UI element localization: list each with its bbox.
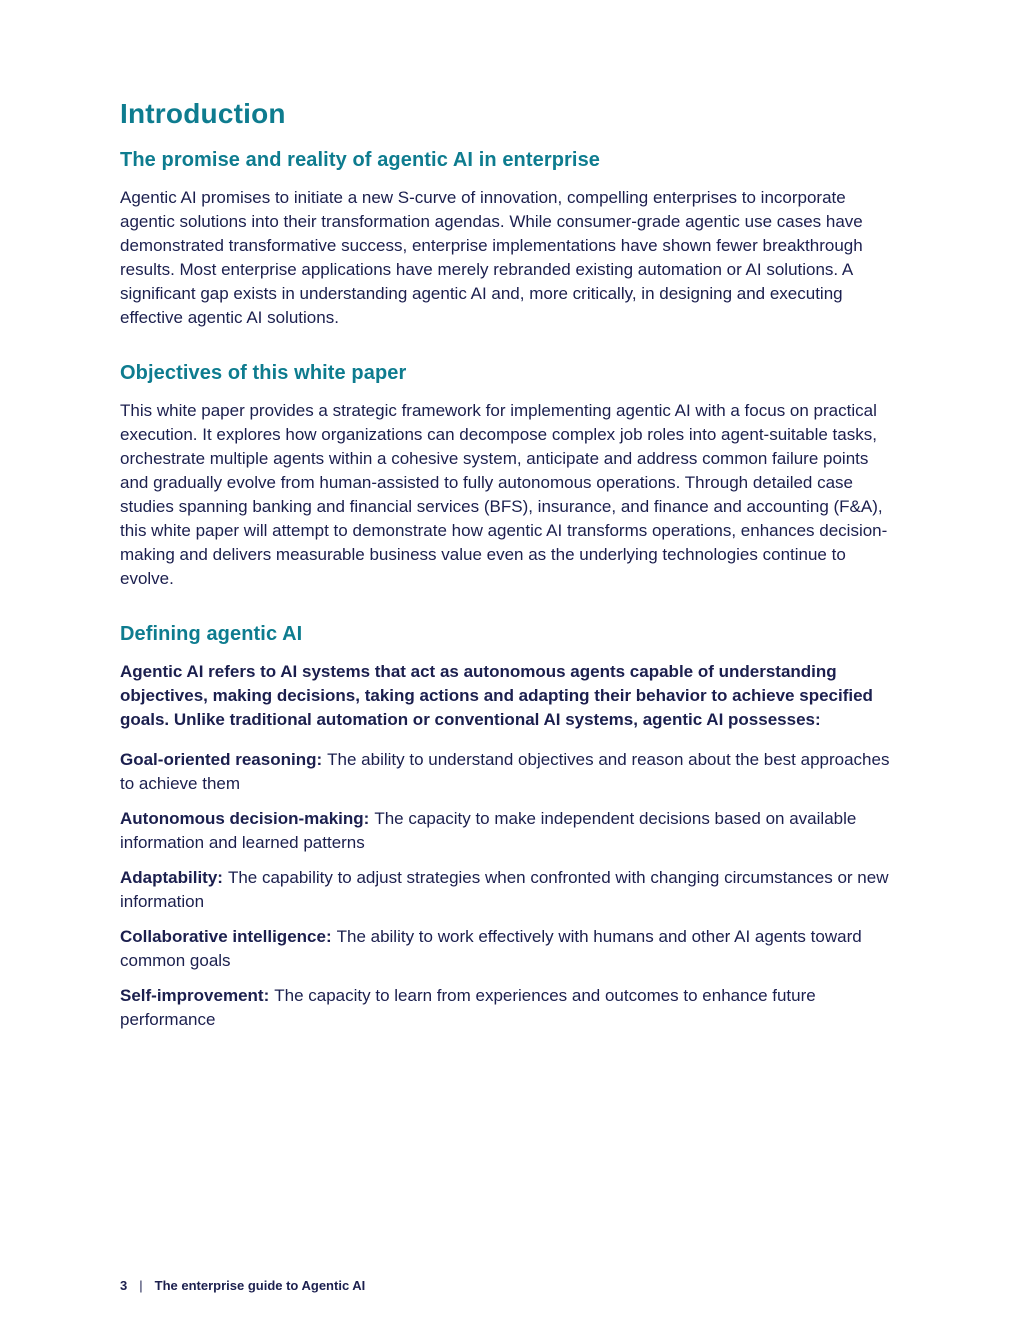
- page-content: [120, 99, 892, 1048]
- definition-description: The capacity to learn from experiences and outcomes to enhance future performance: [120, 985, 816, 1029]
- section-paragraph: Agentic AI promises to initiate a new S-curve of innovation, compelling enterprises to incorporate agentic solutions into their transformation agendas. While consumer-grade agentic use cases have demonstrated transformative success, enterprise implementations have shown fewer breakthrough results. Most enterprise applications have merely rebranded existing automation or AI solutions. A significant gap exists in understanding agentic AI and, more critically, in designing and executing effective agentic AI solutions.: [120, 187, 863, 327]
- definition-item: [120, 866, 892, 914]
- section-defining-agentic-ai: [120, 623, 892, 1032]
- section-heading: The promise and reality of agentic AI in enterprise: [120, 148, 601, 171]
- section-lead-paragraph: Agentic AI refers to AI systems that act as autonomous agents capable of understanding objectives, making decisions, taking actions and adapting their behavior to achieve specified goals. Unlike traditional automation or conventional AI systems, agentic AI possesses:: [120, 661, 873, 729]
- definition-item: [120, 984, 892, 1032]
- definition-description: The ability to understand objectives and reason about the best approaches to achieve them: [120, 749, 890, 793]
- footer-document-title: The enterprise guide to Agentic AI: [154, 1278, 366, 1293]
- definition-term: Adaptability:: [120, 867, 223, 887]
- section-promise-and-reality: [120, 149, 892, 330]
- page-title: Introduction: [120, 98, 286, 129]
- definition-description: The capacity to make independent decisions based on available information and learned patterns: [120, 808, 857, 852]
- definition-term: Goal-oriented reasoning:: [120, 749, 323, 769]
- footer-separator: |: [139, 1278, 143, 1293]
- section-objectives: [120, 362, 892, 591]
- section-heading: Defining agentic AI: [120, 622, 303, 645]
- definition-item: [120, 807, 892, 855]
- definition-item: [120, 748, 892, 796]
- definition-term: Autonomous decision-making:: [120, 808, 370, 828]
- definition-description: The ability to work effectively with humans and other AI agents toward common goals: [120, 926, 862, 970]
- definition-item: [120, 925, 892, 973]
- page-number: 3: [120, 1278, 128, 1293]
- page-footer: [120, 1278, 365, 1293]
- definition-term: Collaborative intelligence:: [120, 926, 332, 946]
- section-heading: Objectives of this white paper: [120, 361, 407, 384]
- definition-description: The capability to adjust strategies when confronted with changing circumstances or new information: [120, 867, 889, 911]
- definition-term: Self-improvement:: [120, 985, 270, 1005]
- section-paragraph: This white paper provides a strategic framework for implementing agentic AI with a focus on practical execution. It explores how organizations can decompose complex job roles into agent-suitable tasks, orchestrate multiple agents within a cohesive system, anticipate and address common failure points and gradually evolve from human-assisted to fully autonomous operations. Through detailed case studies spanning banking and financial services (BFS), insurance, and finance and accounting (F&A), this white paper will attempt to demonstrate how agentic AI transforms operations, enhances decision-making and delivers measurable business value even as the underlying technologies continue to evolve.: [120, 400, 888, 588]
